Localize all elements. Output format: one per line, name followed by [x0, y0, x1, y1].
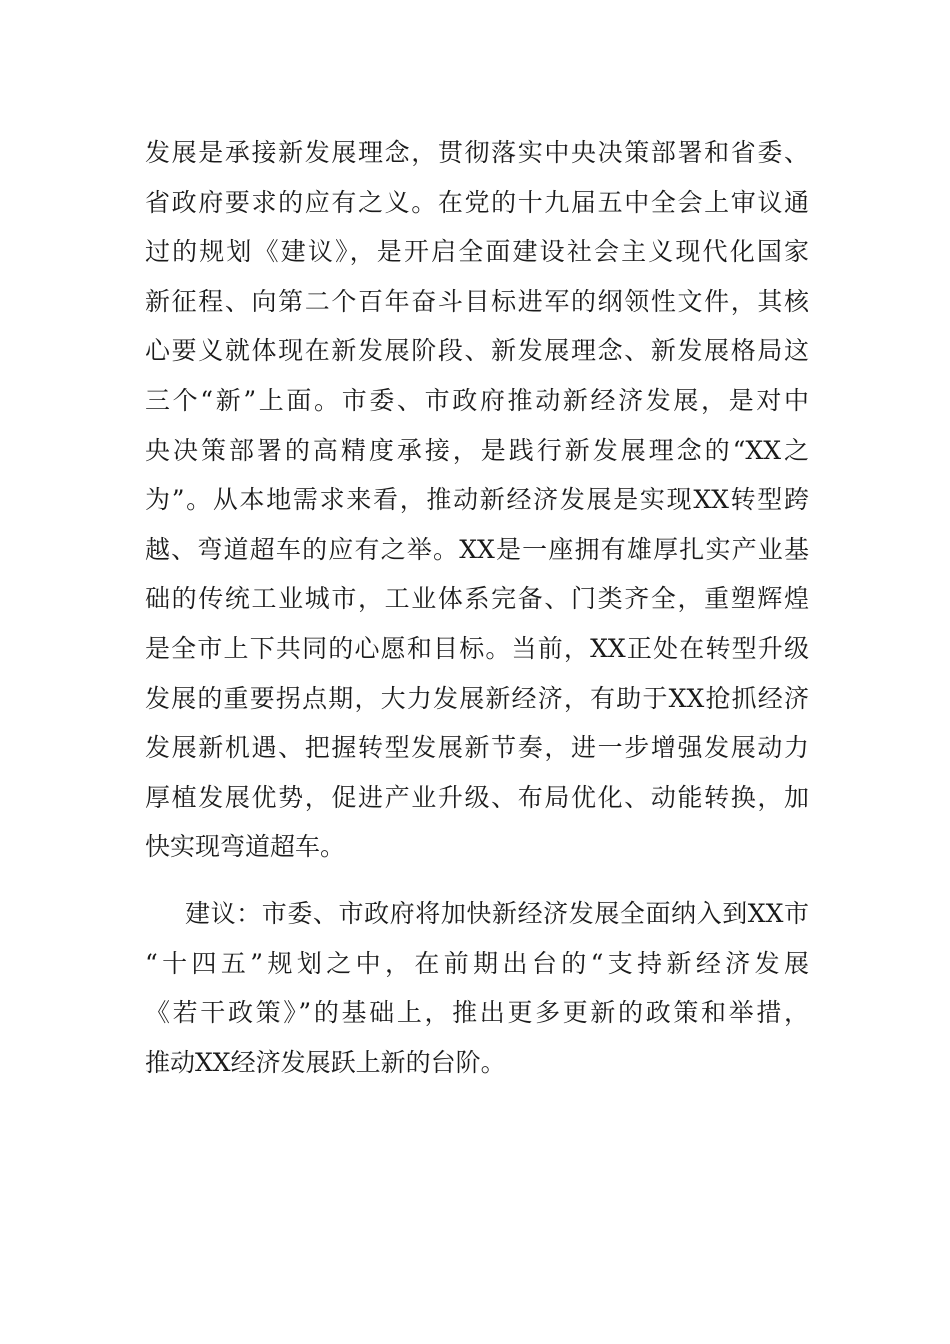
paragraph-line: 新征程、向第二个百年奋斗目标进军的纲领性文件，其核 — [145, 286, 809, 316]
paragraph-line: 发展新机遇、把握转型发展新节奏，进一步增强发展动力 — [145, 733, 809, 763]
paragraph-line: 三个“新”上面。市委、市政府推动新经济发展，是对中 — [145, 385, 809, 415]
paragraph-line: 是全市上下共同的心愿和目标。当前，XX正处在转型升级 — [145, 633, 809, 663]
paragraph-line: 心要义就体现在新发展阶段、新发展理念、新发展格局这 — [145, 336, 809, 366]
paragraph-line: 过的规划《建议》，是开启全面建设社会主义现代化国家 — [145, 237, 809, 267]
paragraph-line: 快实现弯道超车。 — [145, 832, 346, 862]
body-paragraph-2 — [145, 889, 809, 1087]
paragraph-line: 发展的重要拐点期，大力发展新经济，有助于XX抢抓经济 — [145, 683, 809, 713]
paragraph-line: 建议：市委、市政府将加快新经济发展全面纳入到XX市 — [185, 899, 809, 928]
body-paragraph-1 — [145, 128, 809, 872]
paragraph-line: 央决策部署的高精度承接，是践行新发展理念的“XX之 — [145, 435, 809, 465]
paragraph-line: 发展是承接新发展理念，贯彻落实中央决策部署和省委、 — [145, 138, 809, 167]
paragraph-line: 为”。从本地需求来看，推动新经济发展是实现XX转型跨 — [145, 485, 809, 515]
paragraph-line: “十四五”规划之中，在前期出台的“支持新经济发展 — [145, 948, 809, 978]
paragraph-line: 推动XX经济发展跃上新的台阶。 — [145, 1047, 506, 1077]
paragraph-line: 础的传统工业城市，工业体系完备、门类齐全，重塑辉煌 — [145, 584, 809, 614]
paragraph-line: 厚植发展优势，促进产业升级、布局优化、动能转换，加 — [145, 782, 809, 812]
paragraph-line: 越、弯道超车的应有之举。XX是一座拥有雄厚扎实产业基 — [145, 534, 809, 564]
paragraph-line: 省政府要求的应有之义。在党的十九届五中全会上审议通 — [145, 187, 809, 217]
paragraph-line: 《若干政策》”的基础上，推出更多更新的政策和举措， — [145, 998, 809, 1028]
